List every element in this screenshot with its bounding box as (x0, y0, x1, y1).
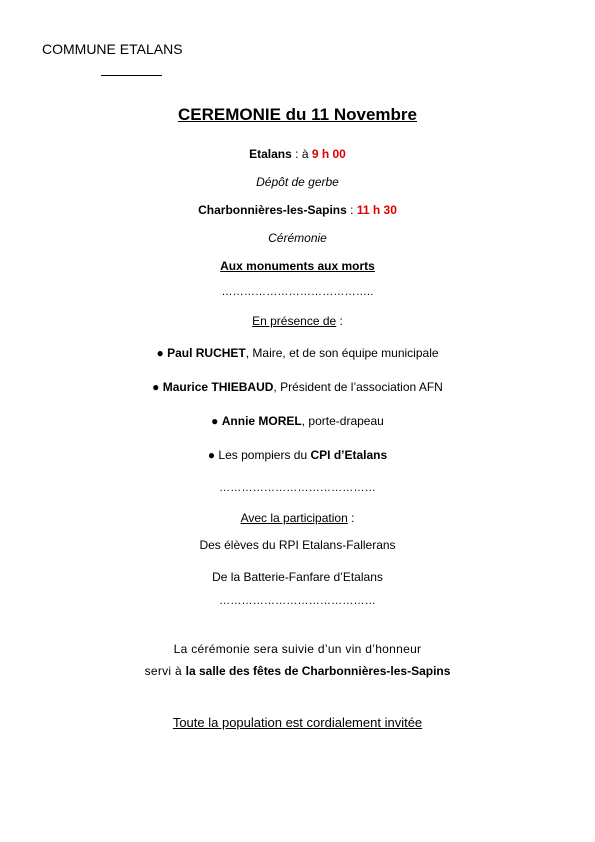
participation-heading-text: Avec la participation (240, 511, 348, 525)
bullet-icon: ● (152, 380, 163, 394)
charbonnieres-place: Charbonnières-les-Sapins (198, 203, 347, 217)
presence-role: , Maire, et de son équipe municipale (245, 346, 439, 360)
bullet-icon: ● (211, 414, 222, 428)
presence-name: CPI d’Etalans (310, 448, 388, 462)
bullet-icon: ● (156, 346, 168, 360)
presence-name: Maurice THIEBAUD (162, 380, 274, 394)
presence-role: , porte-drapeau (301, 414, 384, 428)
presence-item-thiebaud (0, 380, 595, 394)
ceremonie-line: Cérémonie (268, 231, 327, 245)
participation-line-1: Des élèves du RPI Etalans-Fallerans (199, 538, 396, 552)
charbonnieres-sep: : (346, 203, 357, 217)
presence-item-morel (0, 414, 595, 428)
presence-heading-suffix: : (336, 314, 343, 328)
participation-heading (0, 511, 595, 525)
heading-underline (101, 75, 162, 76)
presence-item-pompiers (0, 448, 595, 462)
depot-line: Dépôt de gerbe (256, 175, 339, 189)
etalans-time: 9 h 00 (311, 147, 346, 161)
dotted-separator-2: …………………………………… (219, 482, 376, 494)
presence-item-ruchet (0, 346, 595, 360)
reception-line-1: La cérémonie sera suivie d’un vin d’honneur (173, 642, 422, 656)
participation-line-2: De la Batterie-Fanfare d’Etalans (212, 570, 383, 584)
presence-pre: Les pompiers du (218, 448, 311, 462)
presence-role: , Président de l’association AFN (273, 380, 443, 394)
etalans-place: Etalans (249, 147, 292, 161)
closing-invitation: Toute la population est cordialement invitée (172, 715, 423, 730)
charbonnieres-time: 11 h 30 (356, 203, 397, 217)
presence-name: Paul RUCHET (167, 346, 246, 360)
reception-line-2 (0, 664, 595, 678)
reception-pre: servi à (144, 664, 186, 678)
etalans-sep: : à (291, 147, 312, 161)
charbonnieres-line (0, 203, 595, 217)
presence-heading-text: En présence de (252, 314, 337, 328)
monuments-line: Aux monuments aux morts (220, 259, 375, 273)
bullet-icon: ● (207, 448, 219, 462)
reception-venue: la salle des fêtes de Charbonnières-les-Sapins (185, 664, 451, 678)
page-title: CEREMONIE du 11 Novembre (177, 105, 417, 124)
presence-name: Annie MOREL (221, 414, 302, 428)
presence-heading (0, 314, 595, 328)
dotted-separator-1: ………………………………….. (221, 286, 374, 298)
commune-heading: COMMUNE ETALANS (42, 41, 183, 57)
participation-heading-suffix: : (347, 511, 355, 525)
etalans-line (0, 147, 595, 161)
dotted-separator-3: …………………………………… (219, 595, 376, 607)
